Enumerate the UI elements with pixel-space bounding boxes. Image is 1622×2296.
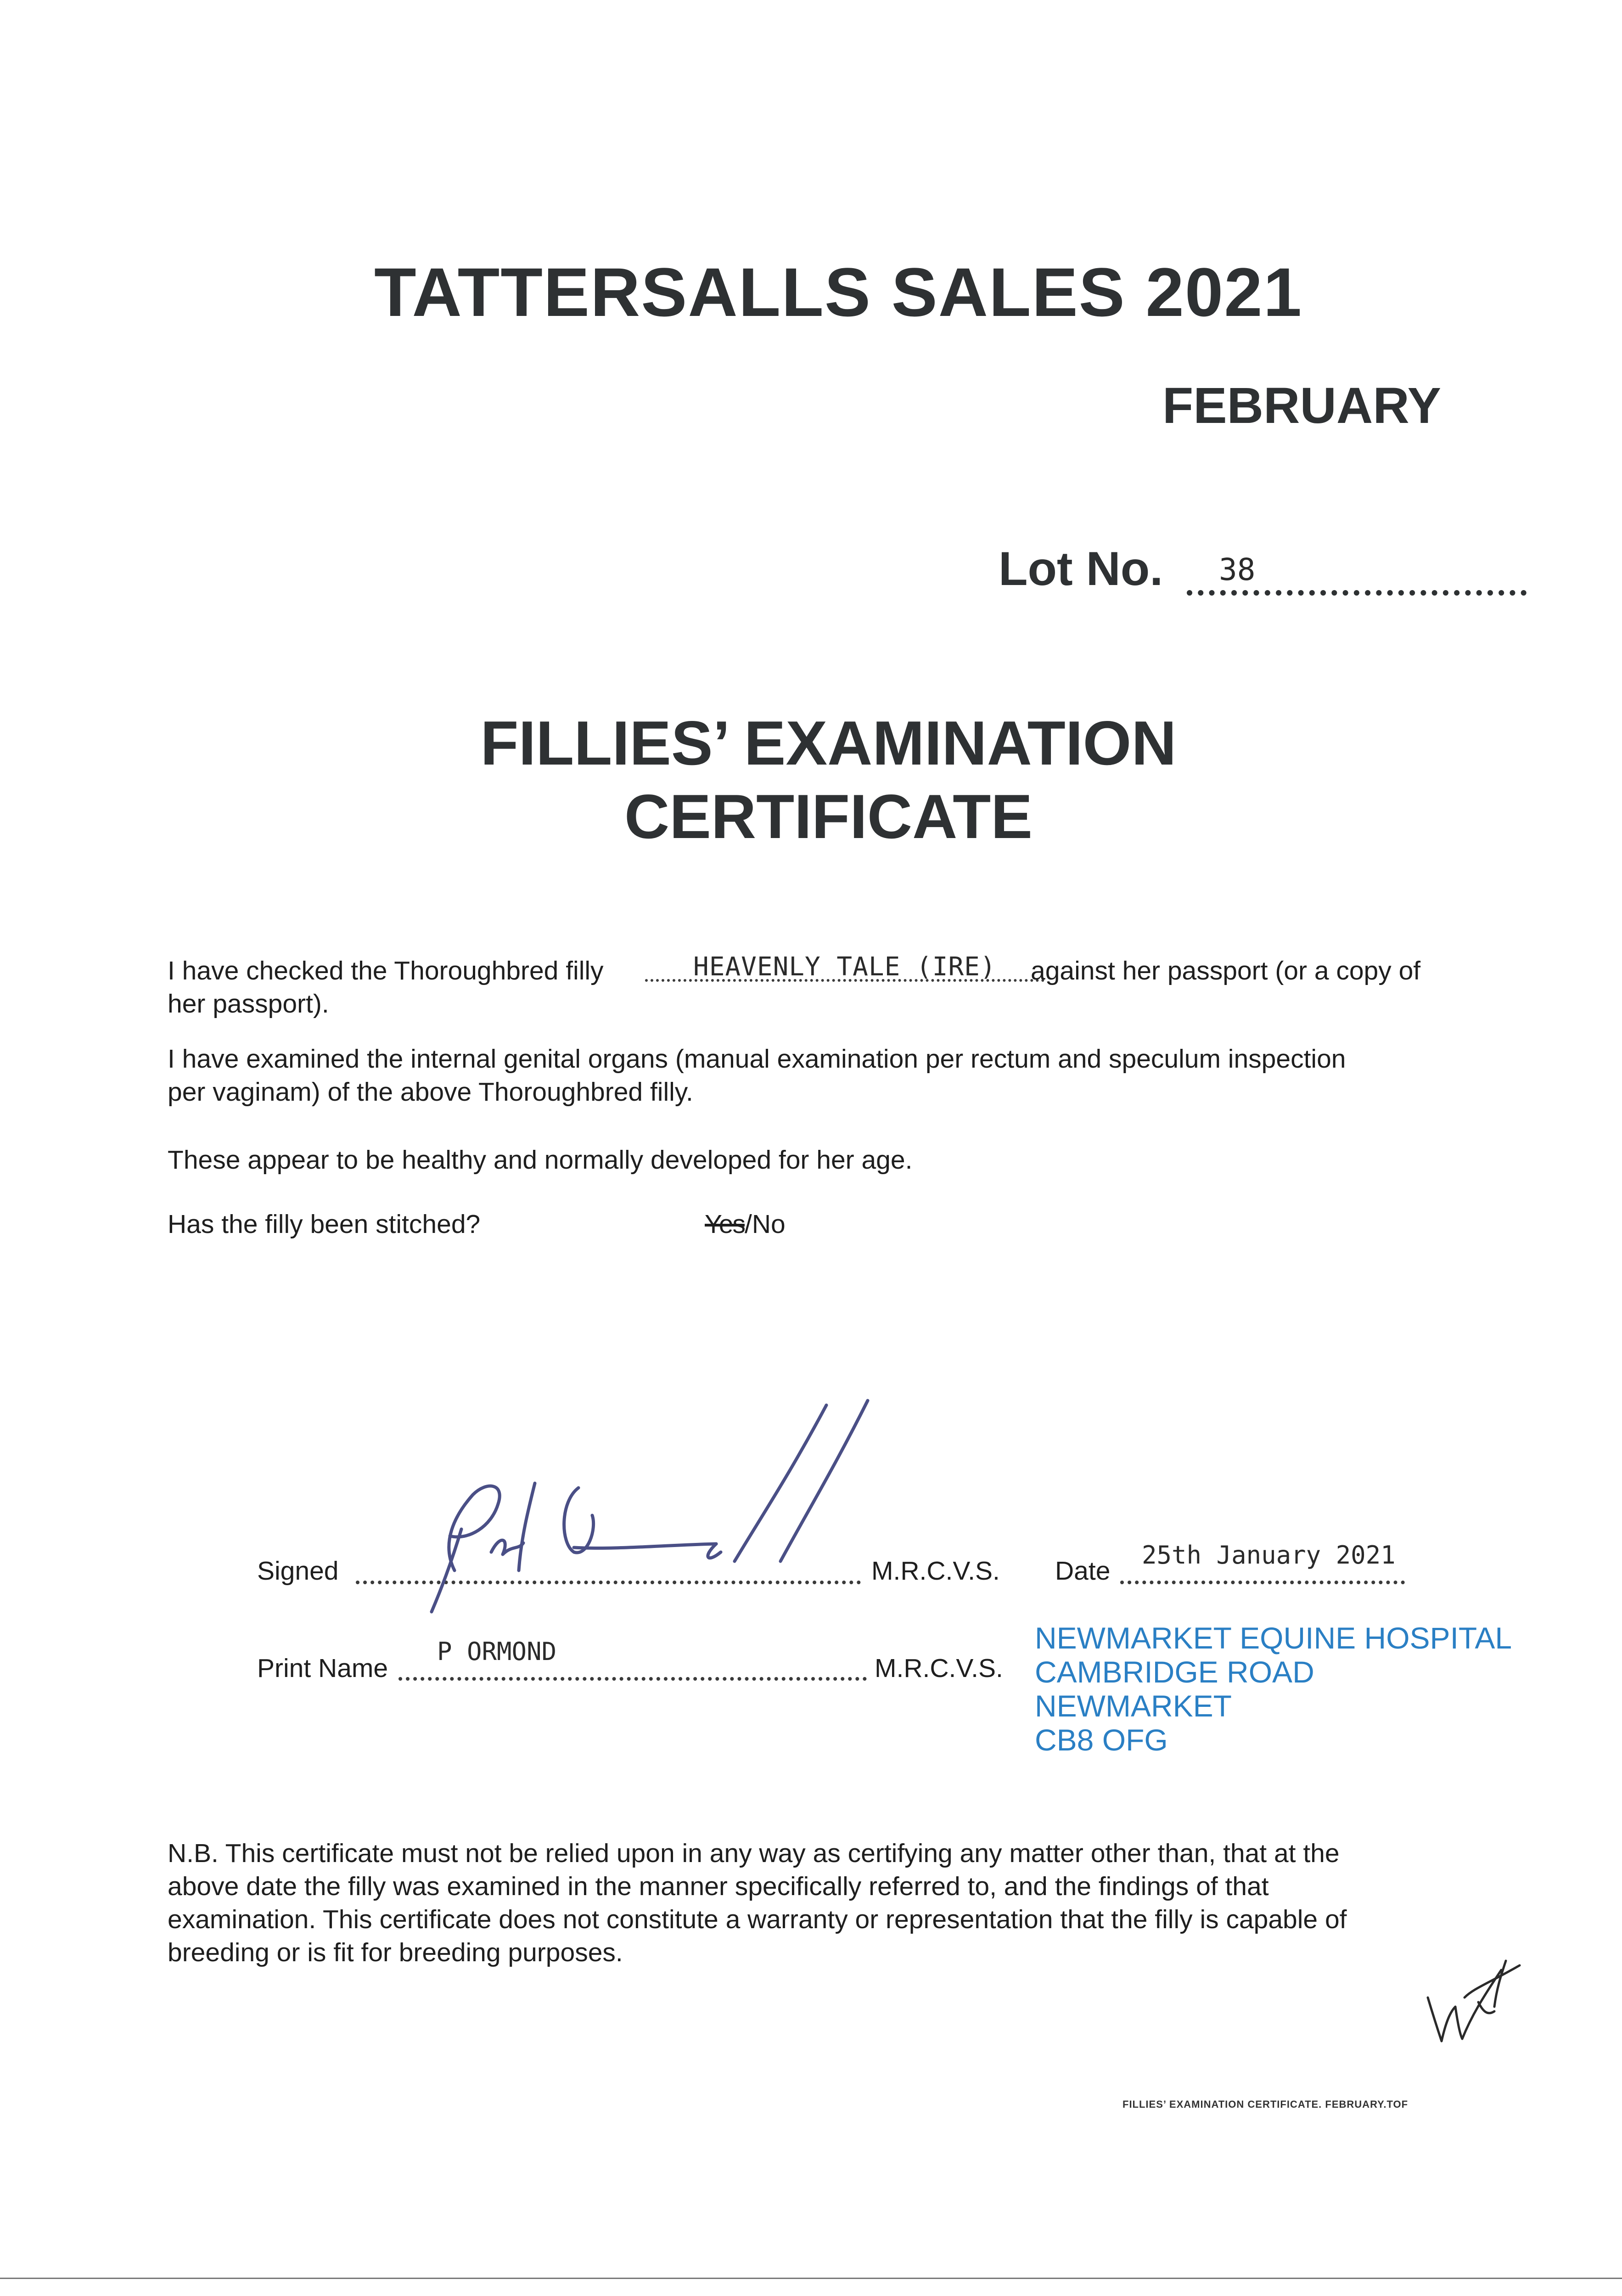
print-name-label: Print Name bbox=[257, 1654, 388, 1683]
mrcvs-label-print: M.R.C.V.S. bbox=[875, 1654, 1003, 1683]
lot-dotted-line bbox=[1187, 590, 1527, 596]
note-line4: breeding or is fit for breeding purposes. bbox=[168, 1938, 623, 1967]
date-label: Date bbox=[1055, 1556, 1111, 1586]
stamp-line1: NEWMARKET EQUINE HOSPITAL bbox=[1035, 1621, 1512, 1655]
stamp-line3: NEWMARKET bbox=[1035, 1689, 1232, 1723]
bottom-edge-line bbox=[0, 2278, 1622, 2279]
lot-number-row bbox=[999, 542, 1458, 606]
date-value: 25th January 2021 bbox=[1142, 1541, 1396, 1570]
healthy-statement: These appear to be healthy and normally developed for her age. bbox=[168, 1145, 913, 1175]
sale-month: FEBRUARY bbox=[1162, 377, 1442, 434]
checked-suffix: against her passport (or a copy of bbox=[1031, 956, 1421, 985]
stitched-answer-group bbox=[705, 1208, 786, 1241]
initials-mark bbox=[1414, 1942, 1533, 2053]
disclaimer-note bbox=[168, 1837, 1458, 1969]
stamp-line4: CB8 OFG bbox=[1035, 1723, 1168, 1757]
lot-number-value: 38 bbox=[1219, 552, 1256, 587]
examined-line2: per vaginam) of the above Thoroughbred filly. bbox=[168, 1077, 693, 1107]
note-line1: N.B. This certificate must not be relied upon in any way as certifying any matter other than, that at the bbox=[168, 1839, 1340, 1868]
sales-title: TATTERSALLS SALES 2021 bbox=[374, 253, 1303, 331]
signature-image bbox=[386, 1378, 937, 1616]
mrcvs-label-signed: M.R.C.V.S. bbox=[871, 1556, 1000, 1586]
print-name-value: P ORMOND bbox=[437, 1637, 557, 1666]
stitched-answer: /No bbox=[745, 1210, 786, 1239]
examined-line1: I have examined the internal genital organs (manual examination per rectum and speculum inspection bbox=[168, 1044, 1346, 1074]
stitched-question: Has the filly been stitched? bbox=[168, 1210, 481, 1239]
print-name-dotted-line bbox=[398, 1677, 867, 1681]
certificate-title-line2: CERTIFICATE bbox=[624, 782, 1033, 851]
file-reference: FILLIES’ EXAMINATION CERTIFICATE. FEBRUARY.TOF bbox=[1122, 2099, 1409, 2110]
stitched-struck-option: Yes bbox=[705, 1210, 745, 1239]
filly-name-value: HEAVENLY TALE (IRE) bbox=[693, 952, 996, 982]
note-line2: above date the filly was examined in the manner specifically referred to, and the findings of that bbox=[168, 1872, 1269, 1901]
note-line3: examination. This certificate does not constitute a warranty or representation that the filly is capable of bbox=[168, 1905, 1347, 1934]
date-dotted-line bbox=[1120, 1581, 1405, 1584]
certificate-title-line1: FILLIES’ EXAMINATION bbox=[480, 708, 1177, 778]
stamp-line2: CAMBRIDGE ROAD bbox=[1035, 1655, 1314, 1689]
lot-label: Lot No. bbox=[999, 542, 1163, 596]
checked-line2: her passport). bbox=[168, 989, 329, 1019]
signed-label: Signed bbox=[257, 1556, 339, 1586]
examined-statement bbox=[168, 1042, 1499, 1109]
checked-statement bbox=[168, 951, 1499, 1019]
checked-prefix: I have checked the Thoroughbred filly bbox=[168, 956, 604, 985]
hospital-stamp bbox=[1035, 1621, 1512, 1757]
